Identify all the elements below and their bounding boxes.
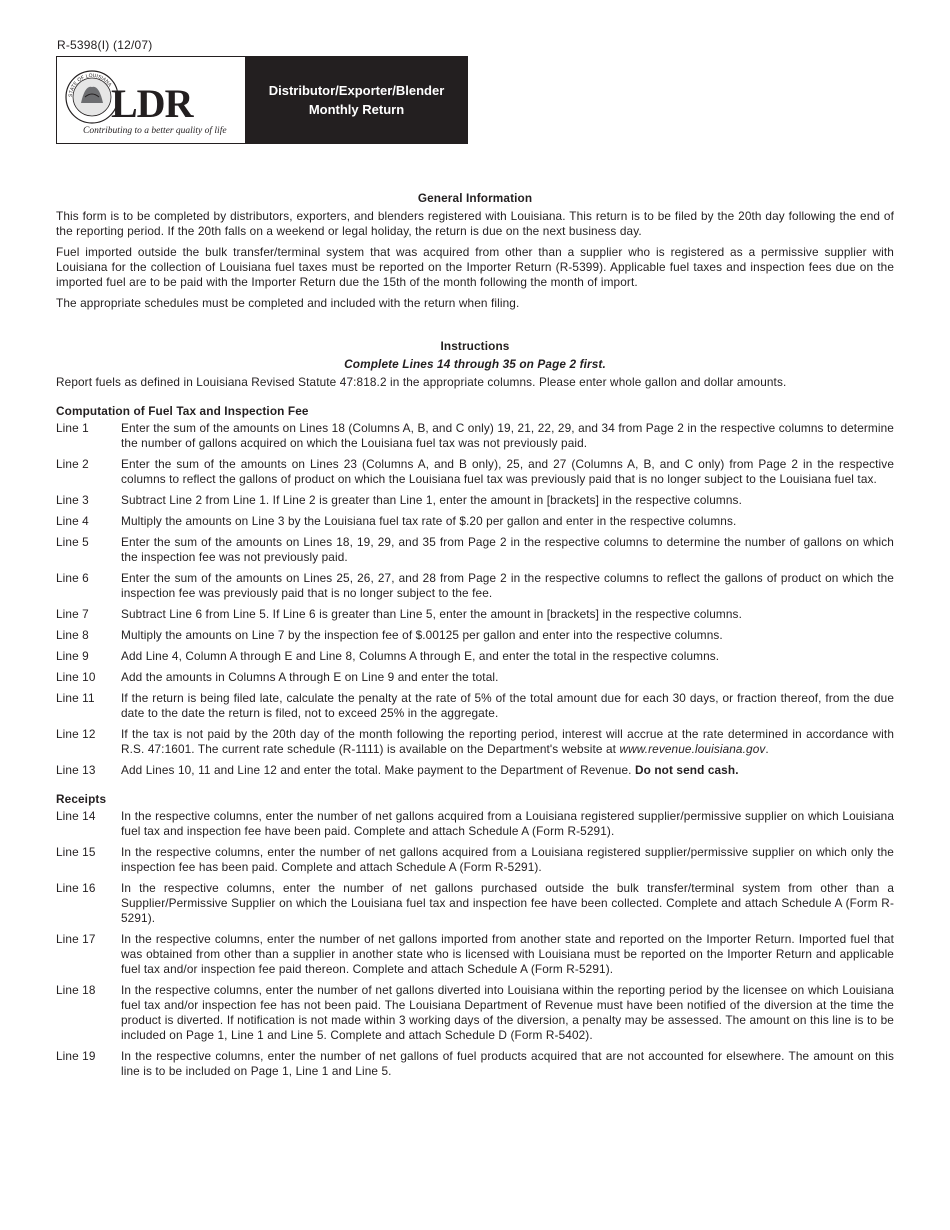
line-label: Line 17 [56, 932, 96, 946]
general-information-section [56, 209, 894, 311]
line-text-body: Enter the sum of the amounts on Lines 23 (Columns A, and B only), 25, and 27 (Columns A, B, and C only) from Page 2 in the respective columns to reflect the gallons of product on which the Louisiana fuel tax was previously paid that is no longer subject to the Louisiana fuel tax. [121, 457, 894, 486]
line-text-body: In the respective columns, enter the number of net gallons acquired from a Louisiana registered supplier/permissive supplier on which Louisiana fuel tax and inspection fee have been paid. Complete and attach Schedule A (Form R-5291). [121, 809, 894, 838]
line-text-body: In the respective columns, enter the number of net gallons diverted into Louisiana within the reporting period by the licensee on which Louisiana fuel tax and/or inspection fee has not been paid. The Louisiana Department of Revenue must have been notified of the diversion at the time the product is diverted. If notification is not made within 3 working days of the diversion, a penalty may be assessed. The amount on this line is to be included on Page 1, Line 1 and Line 5. Complete and attach Schedule D (Form R-5402). [121, 983, 894, 1042]
line-label: Line 12 [56, 727, 96, 741]
line-text-body: In the respective columns, enter the number of net gallons acquired from a Louisiana registered supplier/permissive supplier on which only the inspection fee has been paid. Complete and attach Schedule A (Form R-5291). [121, 845, 894, 874]
line-text [121, 421, 894, 451]
line-label: Line 10 [56, 670, 96, 684]
line-text [121, 514, 894, 529]
computation-lines [56, 421, 894, 778]
line-text [121, 809, 894, 839]
line-text-body: If the tax is not paid by the 20th day of the month following the reporting period, interest will accrue at the rate determined in accordance with R.S. 47:1601. The current rate schedule (R-1111) is available on the Department's website at [121, 727, 894, 756]
line-label: Line 15 [56, 845, 96, 859]
line-item [56, 493, 894, 508]
form-title-box [245, 57, 468, 143]
line-text-body: Add Lines 10, 11 and Line 12 and enter the total. Make payment to the Department of Revenue. [121, 763, 635, 777]
line-text [121, 457, 894, 487]
line-text-body: In the respective columns, enter the number of net gallons imported from another state and reported on the Importer Return. Imported fuel that was obtained from other than a supplier in another state who is licensed with Louisiana must be reported on the Importer Return and applicable fuel tax and/or inspection fee paid thereon. Complete and attach Schedule A (Form R-5291). [121, 932, 894, 976]
line-item [56, 1049, 894, 1079]
line-label: Line 2 [56, 457, 89, 471]
line-text [121, 535, 894, 565]
line-text [121, 1049, 894, 1079]
line-label: Line 13 [56, 763, 96, 777]
line-label: Line 18 [56, 983, 96, 997]
receipts-lines [56, 809, 894, 1079]
line-text [121, 845, 894, 875]
general-paragraph: Fuel imported outside the bulk transfer/terminal system that was acquired from other than a supplier who is registered as a permissive supplier with Louisiana for the collection of Louisiana fuel taxes must be reported on the Importer Return (R-5399). Applicable fuel taxes and inspection fees due on the imported fuel are to be paid with the Importer Return due the 15th of the month following the month of import. [56, 245, 894, 289]
line-text [121, 649, 894, 664]
line-text-body: Add Line 4, Column A through E and Line 8, Columns A through E, and enter the total in the respective columns. [121, 649, 720, 663]
line-text [121, 493, 894, 508]
instructions-heading: Instructions [440, 339, 510, 353]
line-item [56, 649, 894, 664]
line-text [121, 571, 894, 601]
website-link[interactable]: www.revenue.louisiana.gov [619, 742, 766, 756]
line-text-body: Multiply the amounts on Line 7 by the inspection fee of $.00125 per gallon and enter into the respective columns. [121, 628, 723, 642]
line-text [121, 727, 894, 757]
general-paragraph: The appropriate schedules must be completed and included with the return when filing. [56, 296, 520, 310]
ldr-logo [57, 57, 245, 143]
line-text-body: Enter the sum of the amounts on Lines 18 (Columns A, B, and C only) 19, 21, 22, 29, and 34 from Page 2 in the respective columns to determine the number of gallons acquired on which the Louisiana fuel tax was not previously paid. [121, 421, 894, 450]
line-item [56, 691, 894, 721]
line-item [56, 881, 894, 926]
line-text [121, 763, 894, 778]
line-label: Line 4 [56, 514, 89, 528]
general-information-heading: General Information [417, 191, 533, 205]
document-body [56, 191, 894, 1085]
line-item [56, 514, 894, 529]
line-text [121, 670, 894, 685]
logo-tagline: Contributing to a better quality of life [83, 126, 227, 136]
line-text-end: . [765, 742, 769, 756]
general-paragraph: This form is to be completed by distributors, exporters, and blenders registered with Louisiana. This return is to be filed by the 20th day following the end of the reporting period. If the 20th falls on a weekend or legal holiday, the return is due on the next business day. [56, 209, 894, 238]
receipts-heading: Receipts [56, 792, 107, 806]
instructions-subheading: Complete Lines 14 through 35 on Page 2 first. [344, 357, 606, 371]
line-label: Line 14 [56, 809, 96, 823]
line-text [121, 881, 894, 926]
line-text-body: If the return is being filed late, calculate the penalty at the rate of 5% of the total amount due for each 30 days, or fraction thereof, from the due date to the date the return is filed, not to exceed 25% in the aggregate. [121, 691, 894, 720]
line-text-body: Multiply the amounts on Line 3 by the Louisiana fuel tax rate of $.20 per gallon and enter in the respective columns. [121, 514, 737, 528]
line-text-body: Subtract Line 6 from Line 5. If Line 6 is greater than Line 5, enter the amount in [brackets] in the respective columns. [121, 607, 742, 621]
computation-heading: Computation of Fuel Tax and Inspection Fee [56, 404, 309, 418]
line-item [56, 607, 894, 622]
instructions-intro: Report fuels as defined in Louisiana Revised Statute 47:818.2 in the appropriate columns. Please enter whole gallon and dollar amounts. [56, 375, 787, 389]
line-label: Line 9 [56, 649, 89, 663]
line-text [121, 983, 894, 1043]
line-label: Line 8 [56, 628, 89, 642]
line-label: Line 6 [56, 571, 89, 585]
line-item [56, 535, 894, 565]
line-text-body: Subtract Line 2 from Line 1. If Line 2 is greater than Line 1, enter the amount in [brackets] in the respective columns. [121, 493, 742, 507]
line-label: Line 1 [56, 421, 89, 435]
line-text-body: Enter the sum of the amounts on Lines 25, 26, 27, and 28 from Page 2 in the respective columns to reflect the gallons of product on which the inspection fee was previously paid that is no longer subject to the fee. [121, 571, 894, 600]
line-item [56, 457, 894, 487]
line-text-body: In the respective columns, enter the number of net gallons purchased outside the bulk transfer/terminal system from other than a Supplier/Permissive Supplier on which the Louisiana fuel tax and inspection fee have been collected. Complete and attach Schedule A (Form R-5291). [121, 881, 894, 925]
line-label: Line 11 [56, 691, 95, 705]
line-label: Line 16 [56, 881, 96, 895]
line-text-body: Enter the sum of the amounts on Lines 18, 19, 29, and 35 from Page 2 in the respective columns to determine the number of gallons on which the inspection fee was not previously paid. [121, 535, 894, 564]
line-text [121, 607, 894, 622]
line-text-body: Add the amounts in Columns A through E on Line 9 and enter the total. [121, 670, 499, 684]
line-item [56, 571, 894, 601]
line-label: Line 19 [56, 1049, 96, 1063]
form-header [56, 56, 468, 144]
svg-text:STATE OF LOUISIANA: STATE OF LOUISIANA [67, 72, 113, 98]
line-item [56, 983, 894, 1043]
form-title-line2: Monthly Return [308, 102, 405, 117]
line-item [56, 421, 894, 451]
line-item [56, 628, 894, 643]
logo-letters: LDR [111, 81, 193, 126]
line-label: Line 5 [56, 535, 89, 549]
line-text-body: In the respective columns, enter the number of net gallons of fuel products acquired that are not accounted for elsewhere. The amount on this line is to be included on Page 1, Line 1 and Line 5. [121, 1049, 894, 1078]
line-text [121, 932, 894, 977]
line-label: Line 7 [56, 607, 89, 621]
line-text [121, 628, 894, 643]
line-label: Line 3 [56, 493, 89, 507]
line-text [121, 691, 894, 721]
line-emphasis: Do not send cash. [634, 763, 739, 777]
ldr-seal-icon [57, 57, 245, 143]
form-number: R-5398(I) (12/07) [57, 38, 153, 52]
line-item [56, 727, 894, 757]
line-item [56, 845, 894, 875]
form-title-line1: Distributor/Exporter/Blender [268, 83, 445, 98]
line-item [56, 763, 894, 778]
line-item [56, 932, 894, 977]
line-item [56, 670, 894, 685]
line-item [56, 809, 894, 839]
